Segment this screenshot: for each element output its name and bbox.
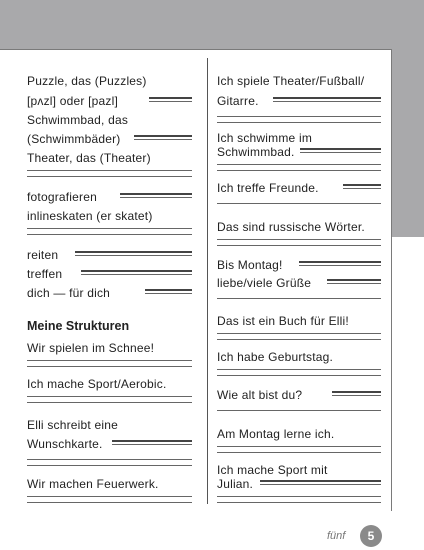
phrase-geburtstag: Ich habe Geburtstag. (217, 350, 334, 364)
vocab-schwimmbad: Schwimmbad, das (27, 113, 129, 127)
answer-line[interactable] (112, 440, 192, 442)
answer-line[interactable] (217, 122, 381, 123)
answer-line[interactable] (327, 279, 381, 281)
answer-line[interactable] (120, 193, 192, 195)
answer-line[interactable] (217, 369, 381, 370)
vocab-dich: dich — für dich (27, 286, 111, 300)
background-right (392, 0, 424, 237)
vocab-reiten: reiten (27, 248, 59, 262)
phrase-feuerwerk: Wir machen Feuerwerk. (27, 477, 159, 491)
phrase-wunschkarte: Wunschkarte. (27, 437, 103, 451)
vocab-treffen: treffen (27, 267, 63, 281)
vocab-theater: Theater, das (Theater) (27, 151, 151, 165)
phrase-elli-schreibt: Elli schreibt eine (27, 418, 118, 432)
footer-page-word: fünf (327, 530, 346, 542)
answer-line[interactable] (217, 410, 381, 411)
answer-line[interactable] (81, 270, 192, 272)
answer-line[interactable] (217, 245, 381, 246)
answer-line[interactable] (217, 298, 381, 299)
phrase-schwimme: Ich schwimme im (217, 131, 313, 145)
answer-line[interactable] (260, 480, 381, 482)
answer-line[interactable] (27, 228, 192, 229)
answer-line[interactable] (145, 289, 192, 291)
phrase-montag: Bis Montag! (217, 258, 283, 272)
phrase-schnee: Wir spielen im Schnee! (27, 341, 155, 355)
phrase-freunde: Ich treffe Freunde. (217, 181, 319, 195)
answer-line[interactable] (27, 360, 192, 361)
phrase-lerne: Am Montag lerne ich. (217, 427, 335, 441)
answer-line[interactable] (217, 239, 381, 240)
phrase-wie-alt: Wie alt bist du? (217, 388, 303, 402)
answer-line[interactable] (27, 176, 192, 177)
phrase-gitarre: Gitarre. (217, 94, 259, 108)
answer-line[interactable] (75, 251, 192, 253)
answer-line[interactable] (300, 148, 381, 150)
phrase-sport-mit: Ich mache Sport mit (217, 463, 328, 477)
answer-line[interactable] (27, 396, 192, 397)
phrase-sport: Ich mache Sport/Aerobic. (27, 377, 167, 391)
answer-line[interactable] (27, 502, 192, 503)
answer-line[interactable] (27, 170, 192, 171)
answer-line[interactable] (217, 203, 381, 204)
answer-line[interactable] (299, 261, 381, 263)
vocab-fotografieren: fotografieren (27, 190, 97, 204)
page-number-badge: 5 (360, 525, 382, 547)
phrase-woerter: Das sind russische Wörter. (217, 220, 365, 234)
answer-line[interactable] (217, 170, 381, 171)
phrase-schwimmbad: Schwimmbad. (217, 145, 295, 159)
answer-line[interactable] (27, 402, 192, 403)
answer-line[interactable] (217, 446, 381, 447)
answer-line[interactable] (27, 496, 192, 497)
answer-line[interactable] (27, 234, 192, 235)
answer-line[interactable] (343, 184, 381, 186)
answer-line[interactable] (217, 164, 381, 165)
answer-line[interactable] (217, 502, 381, 503)
answer-line[interactable] (332, 391, 381, 393)
background-top (0, 0, 424, 52)
phrase-theater: Ich spiele Theater/Fußball/ (217, 74, 365, 88)
section-heading: Meine Strukturen (27, 319, 130, 333)
answer-line[interactable] (27, 366, 192, 367)
answer-line[interactable] (217, 333, 381, 334)
answer-line[interactable] (217, 116, 381, 117)
answer-line[interactable] (134, 135, 192, 137)
answer-line[interactable] (27, 459, 192, 460)
vocab-pronunciation: [pʌzl] oder [pazl] (27, 94, 118, 108)
vocab-puzzle: Puzzle, das (Puzzles) (27, 74, 147, 88)
column-divider (207, 58, 208, 504)
phrase-buch: Das ist ein Buch für Elli! (217, 314, 349, 328)
phrase-gruesse: liebe/viele Grüße (217, 276, 312, 290)
answer-line[interactable] (217, 375, 381, 376)
answer-line[interactable] (27, 465, 192, 466)
vocab-schwimmbaeder: (Schwimmbäder) (27, 132, 121, 146)
answer-line[interactable] (273, 97, 381, 99)
vocab-inlineskaten: inlineskaten (er skatet) (27, 209, 153, 223)
phrase-julian: Julian. (217, 477, 254, 491)
answer-line[interactable] (217, 496, 381, 497)
answer-line[interactable] (149, 97, 192, 99)
answer-line[interactable] (217, 452, 381, 453)
answer-line[interactable] (217, 339, 381, 340)
